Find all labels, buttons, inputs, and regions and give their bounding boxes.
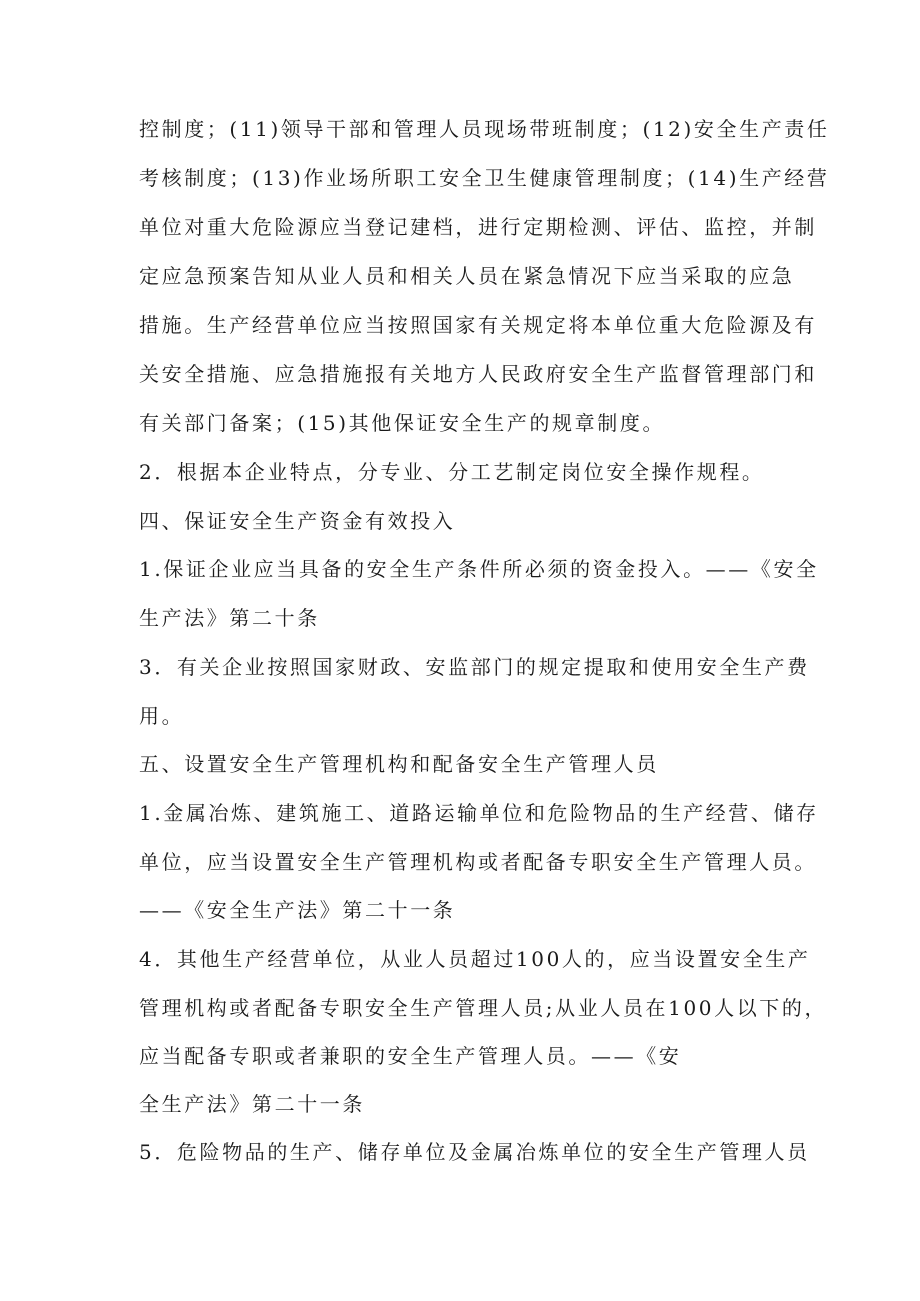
text-line: 关安全措施、应急措施报有关地方人民政府安全生产监督管理部门和: [139, 362, 817, 386]
text-line: 单位对重大危险源应当登记建档，进行定期检测、评估、监控，并制: [139, 215, 817, 239]
section-heading: 四、保证安全生产资金有效投入: [139, 509, 456, 533]
list-item: 1.保证企业应当具备的安全生产条件所必须的资金投入。——《安全: [139, 557, 819, 581]
text-line: 用。: [139, 704, 185, 728]
list-item: 2．根据本企业特点，分专业、分工艺制定岗位安全操作规程。: [139, 460, 765, 484]
text-line: ——《安全生产法》第二十一条: [139, 898, 456, 922]
section-heading: 五、设置安全生产管理机构和配备安全生产管理人员: [139, 752, 659, 776]
text-line: 单位，应当设置安全生产管理机构或者配备专职安全生产管理人员。: [139, 850, 817, 874]
text-line: 措施。生产经营单位应当按照国家有关规定将本单位重大危险源及有: [139, 313, 817, 337]
text-line: 定应急预案告知从业人员和相关人员在紧急情况下应当采取的应急: [139, 264, 795, 288]
text-line: 控制度；(11)领导干部和管理人员现场带班制度；(12)安全生产责任: [139, 117, 830, 141]
list-item: 4．其他生产经营单位，从业人员超过100人的，应当设置安全生产: [139, 947, 811, 971]
list-item: 3．有关企业按照国家财政、安监部门的规定提取和使用安全生产费: [139, 655, 810, 679]
list-item: 5．危险物品的生产、储存单位及金属冶炼单位的安全生产管理人员: [139, 1140, 810, 1164]
list-item: 1.金属冶炼、建筑施工、道路运输单位和危险物品的生产经营、储存: [139, 801, 819, 825]
text-line: 应当配备专职或者兼职的安全生产管理人员。——《安: [139, 1044, 682, 1068]
text-line: 考核制度；(13)作业场所职工安全卫生健康管理制度；(14)生产经营: [139, 166, 830, 190]
text-line: 管理机构或者配备专职安全生产管理人员;从业人员在100人以下的，: [139, 996, 828, 1020]
text-line: 全生产法》第二十一条: [139, 1092, 365, 1116]
text-line: 有关部门备案；(15)其他保证安全生产的规章制度。: [139, 411, 666, 435]
text-line: 生产法》第二十条: [139, 606, 320, 630]
